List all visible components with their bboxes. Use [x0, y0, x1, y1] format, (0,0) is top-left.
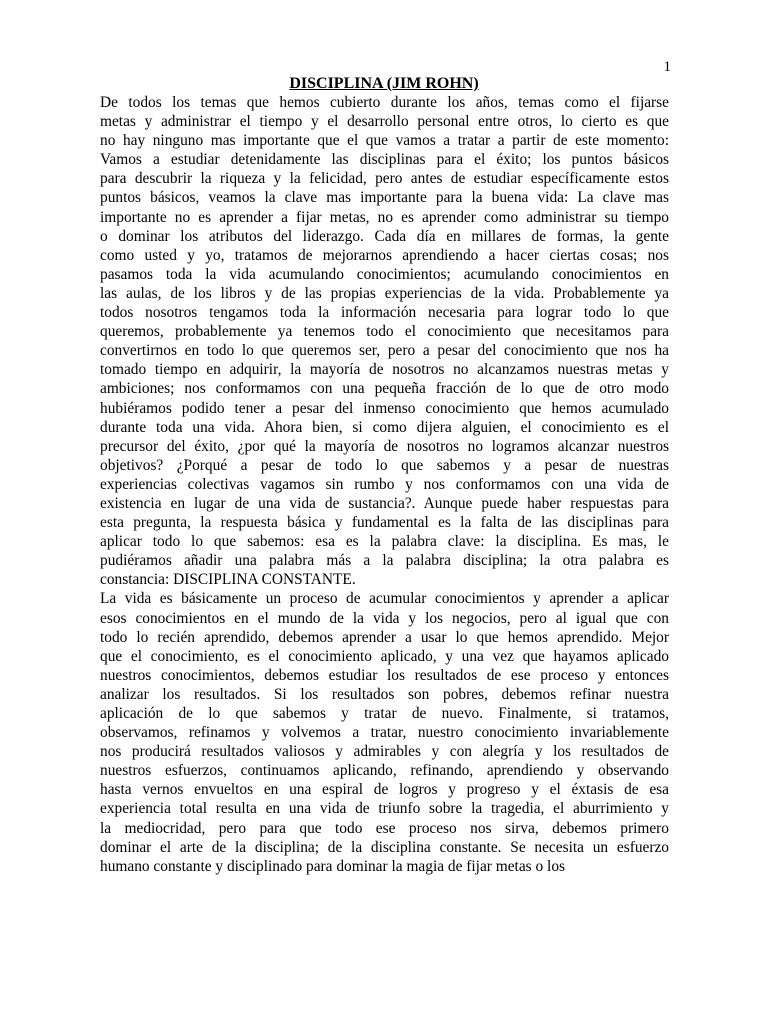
- text-line: humano constante y disciplinado para dominar la magia de fijar metas o los: [100, 857, 566, 875]
- text-line: dominar el arte de la disciplina; de la disciplina constante. Se necesita un esfuerzo: [100, 838, 669, 856]
- text-line: objetivos? ¿Porqué a pesar de todo lo que sabemos y a pesar de nuestras: [100, 456, 669, 474]
- text-line: hasta vernos envueltos en una espiral de logros y progreso y el éxtasis de esa: [100, 781, 669, 799]
- text-line: existencia en lugar de una vida de sustancia?. Aunque puede haber respuestas para: [100, 494, 669, 512]
- text-line: que el conocimiento, es el conocimiento aplicado, y una vez que hayamos aplicado: [100, 647, 669, 665]
- text-line: La vida es básicamente un proceso de acumular conocimientos y aprender a aplicar: [100, 590, 669, 608]
- text-line: tomado tiempo en adquirir, la mayoría de nosotros no alcanzamos nuestras metas y: [100, 361, 669, 379]
- text-line: ambiciones; nos conformamos con una pequeña fracción de lo que de otro modo: [100, 380, 669, 398]
- text-line: experiencias colectivas vagamos sin rumbo y nos conformamos con una vida de: [100, 475, 669, 493]
- text-line: nuestros esfuerzos, continuamos aplicando, refinando, aprendiendo y observando: [100, 762, 669, 780]
- text-line: esta pregunta, la respuesta básica y fundamental es la falta de las disciplinas para: [100, 514, 669, 532]
- text-line: De todos los temas que hemos cubierto durante los años, temas como el fijarse: [100, 94, 669, 111]
- text-line: aplicación de lo que sabemos y tratar de nuevo. Finalmente, si tratamos,: [100, 705, 669, 722]
- text-line: o dominar los atributos del liderazgo. Cada día en millares de formas, la gente: [100, 227, 669, 245]
- text-line: hubiéramos podido tener a pesar del inmenso conocimiento que hemos acumulado: [100, 399, 669, 417]
- paragraph: [100, 589, 669, 875]
- text-line: la mediocridad, pero para que todo ese proceso nos sirva, debemos primero: [100, 819, 669, 837]
- text-line: aplicar todo lo que sabemos: esa es la palabra clave: la disciplina. Es mas, le: [100, 533, 669, 551]
- text-line: constancia: DISCIPLINA CONSTANTE.: [100, 571, 356, 589]
- text-line: importante no es aprender a fijar metas, no es aprender como administrar su tiempo: [100, 208, 669, 226]
- text-line: las aulas, de los libros y de las propias experiencias de la vida. Probablemente ya: [100, 284, 669, 302]
- text-line: analizar los resultados. Si los resultados son pobres, debemos refinar nuestra: [100, 685, 669, 703]
- text-line: convertirnos en todo lo que queremos ser, pero a pesar del conocimiento que nos ha: [100, 342, 669, 360]
- text-line: puntos básicos, veamos la clave mas importante para la buena vida: La clave mas: [100, 189, 669, 207]
- text-line: esos conocimientos en el mundo de la vida y los negocios, pero al igual que con: [100, 609, 669, 627]
- text-line: pasamos toda la vida acumulando conocimientos; acumulando conocimientos en: [100, 265, 669, 283]
- text-line: precursor del éxito, ¿por qué la mayoría de nosotros no logramos alcanzar nuestros: [100, 437, 669, 455]
- text-line: para descubrir la riqueza y la felicidad, pero antes de estudiar específicamente estos: [100, 170, 669, 188]
- text-line: todos nosotros tengamos toda la información necesaria para lograr todo lo que: [100, 304, 669, 322]
- text-line: queremos, probablemente ya tenemos todo el conocimiento que necesitamos para: [100, 323, 669, 341]
- text-line: nos producirá resultados valiosos y admirables y con alegría y los resultados de: [100, 743, 669, 761]
- text-line: experiencia total resulta en una vida de triunfo sobre la tragedia, el aburrimiento y: [100, 800, 669, 818]
- text-line: observamos, refinamos y volvemos a tratar, nuestro conocimiento invariablemente: [100, 724, 669, 742]
- page-title: DISCIPLINA (JIM ROHN): [289, 75, 479, 92]
- paragraph: [100, 93, 669, 589]
- text-line: metas y administrar el tiempo y el desarrollo personal entre otros, lo cierto es que: [100, 113, 669, 131]
- page-number: 1: [663, 59, 671, 75]
- text-line: no hay ninguno mas importante que el que vamos a tratar a partir de este momento:: [100, 132, 669, 150]
- text-line: durante toda una vida. Ahora bien, si como dijera alguien, el conocimiento es el: [100, 418, 669, 436]
- body-text: [100, 93, 669, 876]
- text-line: pudiéramos añadir una palabra más a la palabra disciplina; la otra palabra es: [100, 552, 669, 570]
- text-line: todo lo recién aprendido, debemos aprender a usar lo que hemos aprendido. Mejor: [100, 628, 669, 646]
- text-line: Vamos a estudiar detenidamente las disciplinas para el éxito; los puntos básicos: [100, 151, 669, 169]
- text-line: como usted y yo, tratamos de mejorarnos aprendiendo a hacer ciertas cosas; nos: [100, 246, 669, 264]
- text-line: nuestros conocimientos, debemos estudiar los resultados de ese proceso y entonces: [100, 666, 669, 684]
